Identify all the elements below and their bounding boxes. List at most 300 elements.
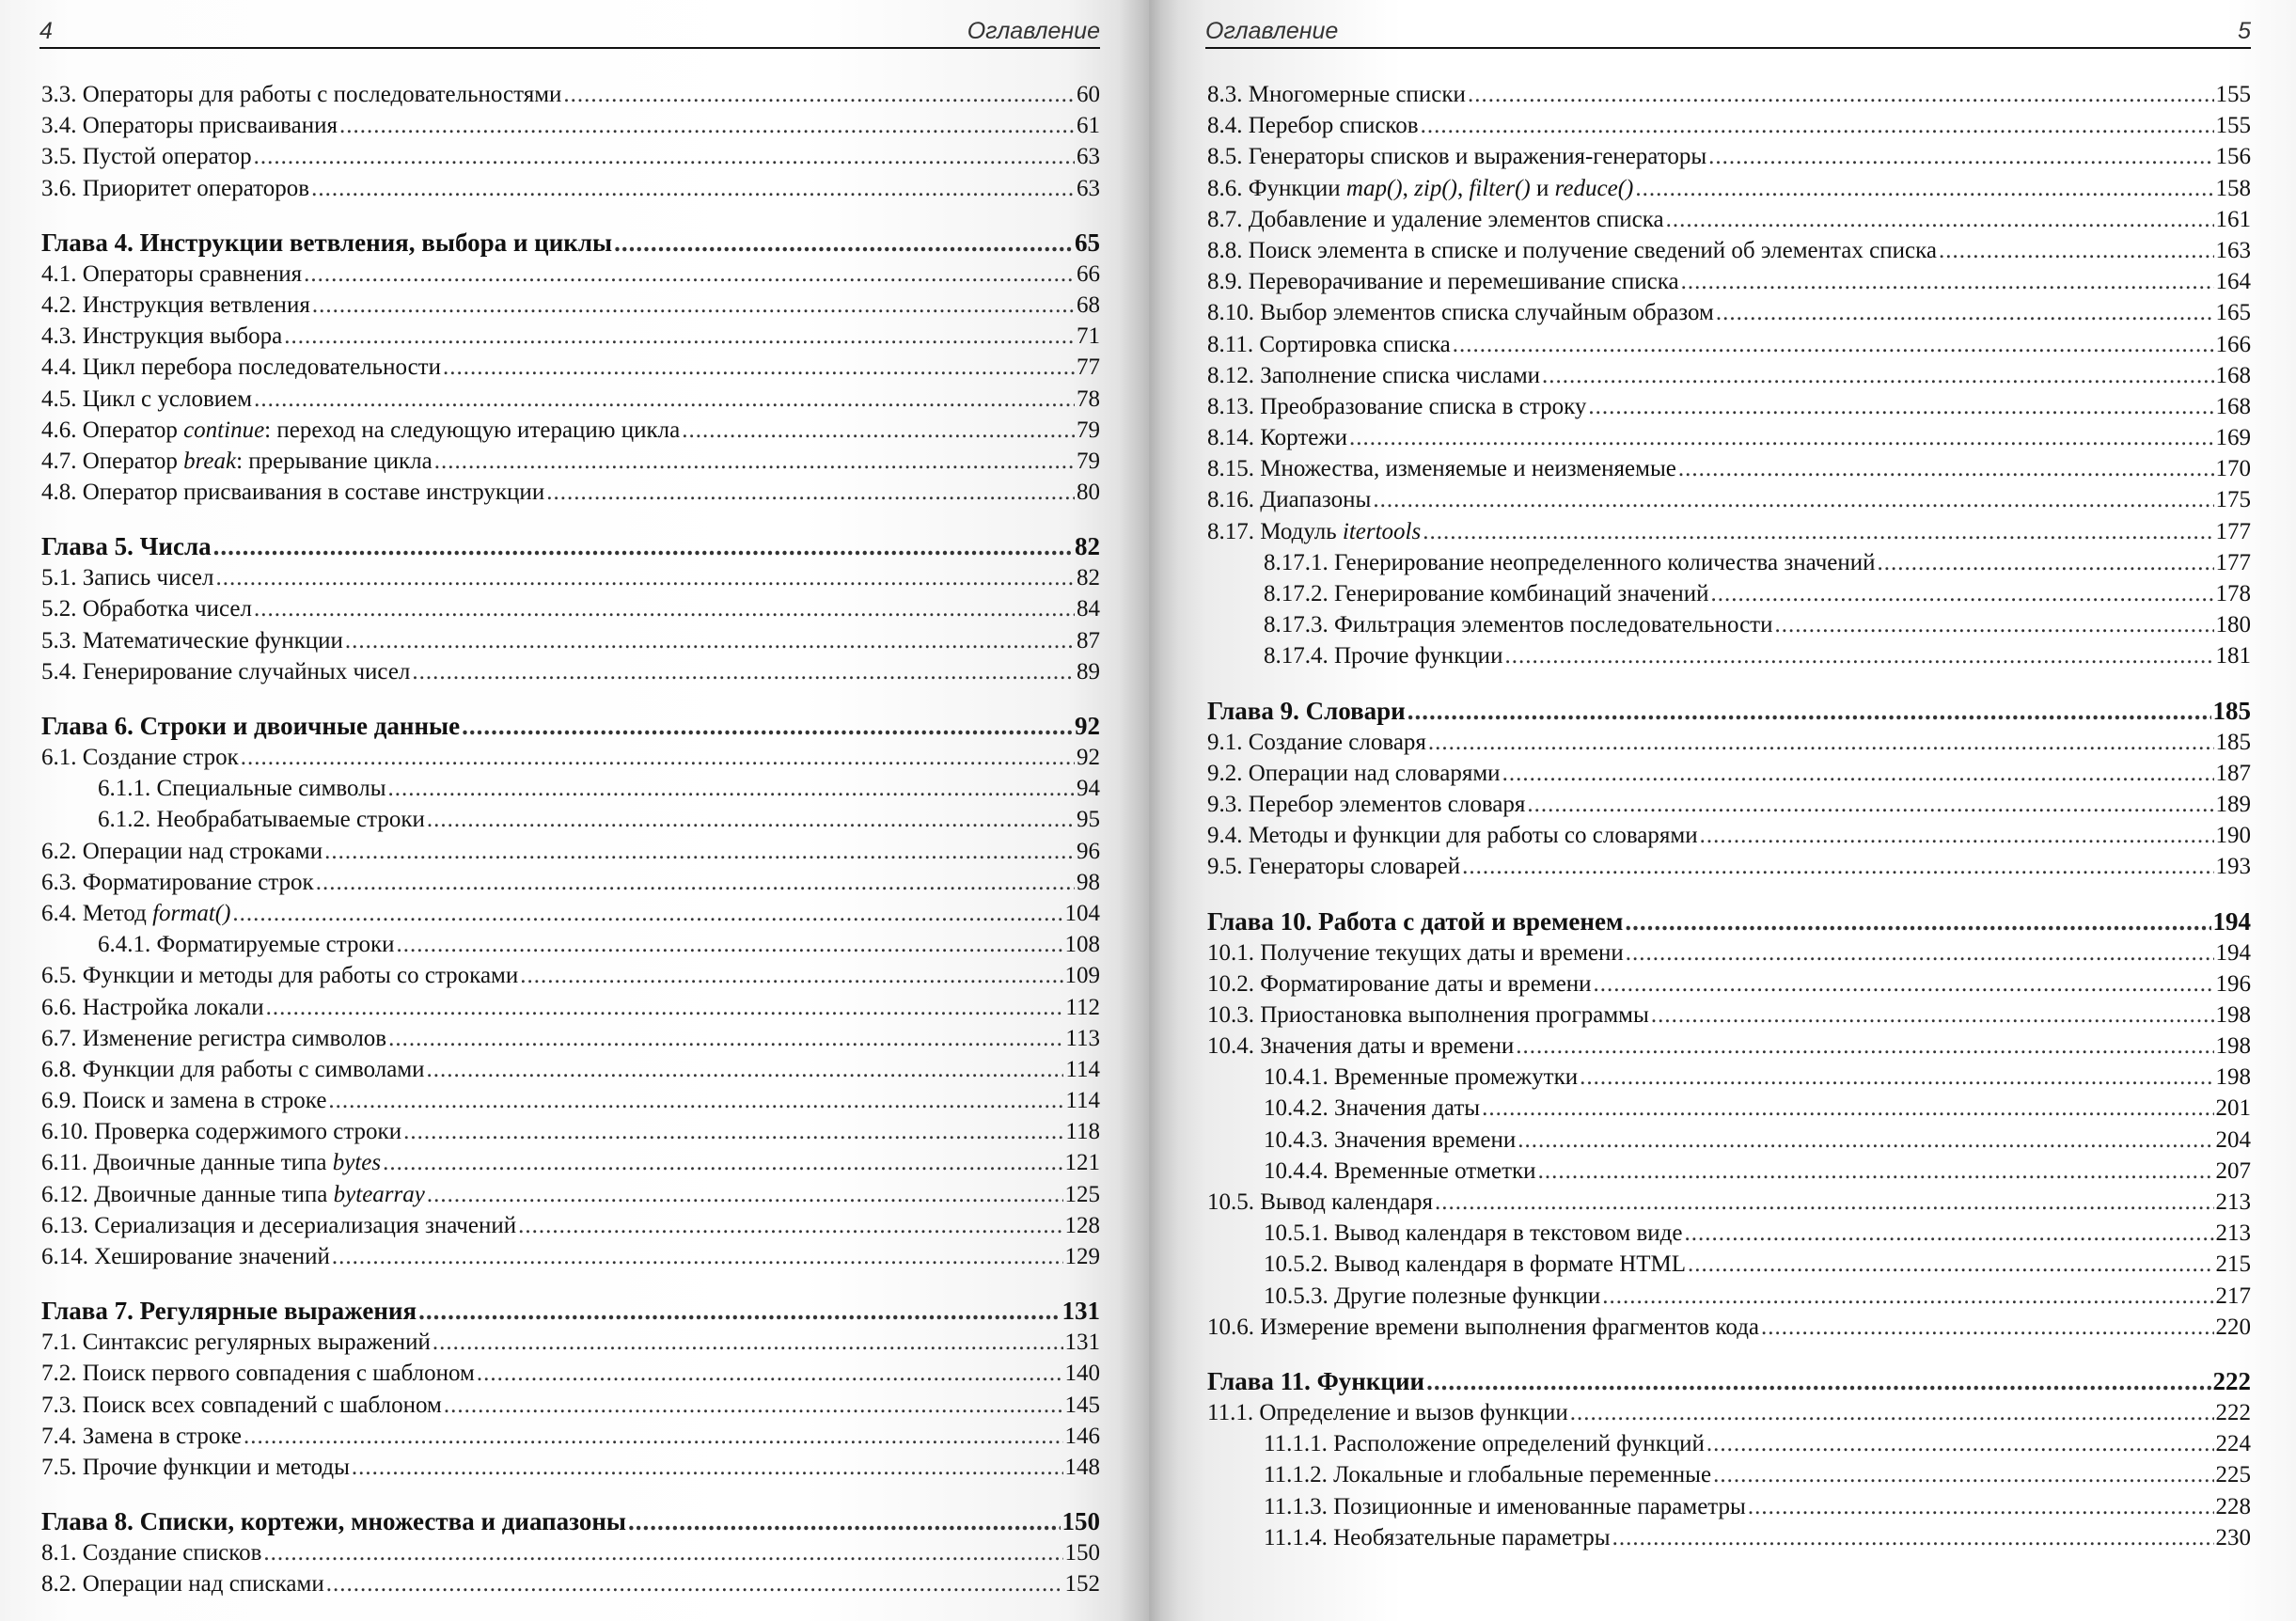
toc-entry-title: 8.5. Генераторы списков и выражения-генераторы [1207,144,1707,170]
toc-entry [1207,266,2251,297]
toc-entry [1207,937,2251,968]
toc-page-number: 185 [2212,696,2251,725]
toc-page-number: 71 [1077,323,1100,350]
toc-entry [41,446,1100,477]
toc-entry [1207,1249,2251,1280]
toc-page-number: 113 [1065,1025,1100,1051]
toc-page-number: 80 [1077,480,1100,506]
toc-entry-title: 4.7. Оператор break: прерывание цикла [41,448,432,474]
toc-entry-title: 6.2. Операции над строками [41,838,323,864]
toc-entry-title: Глава 5. Числа [41,532,212,561]
toc-entry-title: 10.4.3. Значения времени [1264,1126,1517,1153]
toc-chapter-heading [41,1295,1100,1327]
toc-entry [1207,360,2251,391]
toc-dot-leader [1373,484,2213,515]
left-page-number: 4 [39,17,53,44]
toc-page-number: 82 [1077,565,1100,591]
toc-dot-leader [1711,578,2214,609]
toc-page-number: 92 [1075,712,1100,740]
toc-entry [41,625,1100,656]
toc-entry [1207,1062,2251,1093]
toc-entry [41,1147,1100,1178]
toc-dot-leader [1612,1522,2214,1553]
toc-entry-title: 9.5. Генераторы словарей [1207,854,1461,880]
toc-entry-title: 7.2. Поиск первого совпадения с шаблоном [41,1361,475,1387]
toc-page-number: 95 [1077,807,1100,833]
toc-dot-leader [1625,905,2210,937]
toc-page-number: 194 [2215,939,2251,966]
toc-dot-leader [427,1179,1063,1210]
toc-entry [1207,820,2251,851]
toc-page-number: 230 [2215,1524,2251,1550]
toc-dot-leader [388,1023,1063,1054]
toc-dot-leader [1651,999,2214,1031]
toc-dot-leader [1538,1156,2214,1187]
toc-entry [1207,516,2251,547]
toc-page-number: 140 [1064,1361,1100,1387]
toc-dot-leader [316,867,1075,898]
toc-page-number: 181 [2215,643,2251,669]
toc-entry [41,79,1100,110]
toc-page-number: 114 [1065,1056,1100,1082]
toc-entry-title: 10.4.1. Временные промежутки [1264,1064,1579,1091]
toc-page-number: 217 [2215,1283,2251,1309]
toc-page-number: 146 [1064,1423,1100,1449]
toc-entry [1207,235,2251,266]
toc-page-number: 161 [2215,206,2251,232]
toc-entry [1207,453,2251,484]
toc-dot-leader [1518,1125,2213,1156]
toc-entry [41,593,1100,624]
toc-dot-leader [1681,266,2214,297]
toc-entry [41,110,1100,141]
toc-page-number: 225 [2215,1462,2251,1488]
toc-dot-leader [284,321,1075,352]
toc-dot-leader [1349,422,2213,453]
toc-dot-leader [412,656,1075,687]
toc-page-number: 187 [2215,760,2251,786]
toc-entry-title: 8.1. Создание списков [41,1540,262,1566]
toc-entry-title: 6.9. Поиск и замена в строке [41,1088,327,1114]
toc-page-number: 112 [1065,994,1100,1020]
toc-entry-title: 8.7. Добавление и удаление элементов списка [1207,206,1664,232]
toc-dot-leader [1482,1093,2213,1124]
toc-entry-title: 6.1.1. Специальные символы [98,776,386,802]
toc-page-number: 61 [1077,113,1100,139]
toc-entry [41,562,1100,593]
toc-dot-leader [614,227,1073,259]
toc-entry-title: 8.3. Многомерные списки [1207,82,1466,107]
toc-dot-leader [244,1421,1062,1452]
toc-dot-leader [232,898,1062,929]
toc-page-number: 178 [2215,581,2251,606]
toc-entry [1207,1397,2251,1428]
toc-entry [1207,1031,2251,1062]
toc-entry [1207,1428,2251,1459]
toc-page-number: 66 [1077,260,1100,287]
toc-dot-leader [345,625,1075,656]
toc-dot-leader [418,1295,1060,1327]
toc-dot-leader [628,1505,1060,1537]
toc-entry [1207,79,2251,110]
toc-page-number: 168 [2215,393,2251,419]
toc-dot-leader [1626,937,2214,968]
toc-dot-leader [352,1452,1063,1483]
toc-dot-leader [1688,1249,2213,1280]
toc-entry-title: 10.6. Измерение времени выполнения фрагментов кода [1207,1314,1760,1340]
toc-entry-title: 10.4.2. Значения даты [1264,1095,1481,1122]
toc-entry [1207,1459,2251,1490]
toc-dot-leader [332,1241,1063,1272]
toc-entry [1207,1491,2251,1522]
toc-page-number: 201 [2215,1095,2251,1122]
toc-page-number: 145 [1064,1392,1100,1418]
toc-dot-leader [520,960,1062,991]
toc-page-number: 180 [2215,612,2251,638]
toc-entry-title: Глава 7. Регулярные выражения [41,1297,417,1326]
toc-entry-title: 6.12. Двоичные данные типа bytearray [41,1181,425,1207]
toc-page-number: 189 [2215,791,2251,817]
toc-dot-leader [324,836,1075,867]
toc-dot-leader [1588,391,2213,422]
toc-page-number: 121 [1064,1150,1100,1176]
toc-entry-title: 6.7. Изменение регистра символов [41,1025,387,1051]
toc-entry-title: 10.3. Приостановка выполнения программы [1207,1001,1649,1028]
toc-dot-leader [1678,453,2214,484]
toc-chapter-heading [1207,695,2251,727]
toc-dot-leader [432,1327,1063,1358]
toc-dot-leader [1407,695,2211,727]
toc-page-number: 98 [1077,869,1100,895]
toc-entry-title: 11.1.2. Локальные и глобальные переменные [1264,1462,1712,1488]
left-running-head [39,15,1100,49]
toc-dot-leader [1939,235,2214,266]
toc-dot-leader [1635,173,2213,204]
toc-entry [1207,1281,2251,1312]
toc-chapter-heading [41,1505,1100,1537]
toc-entry-title: 9.3. Перебор элементов словаря [1207,791,1526,817]
toc-dot-leader [1453,329,2214,360]
toc-page-number: 114 [1065,1088,1100,1114]
toc-dot-leader [1761,1312,2213,1343]
toc-entry-title: 8.11. Сортировка списка [1207,331,1451,357]
toc-page-number: 131 [1064,1330,1100,1356]
toc-entry [1207,173,2251,204]
toc-entry-title: 4.2. Инструкция ветвления [41,291,310,318]
toc-page-number: 175 [2215,487,2251,513]
toc-entry [41,656,1100,687]
toc-dot-leader [1421,110,2214,141]
toc-entry-title: 4.5. Цикл с условием [41,386,253,412]
toc-entry-title: 10.5. Вывод календаря [1207,1189,1433,1215]
toc-page-number: 170 [2215,456,2251,482]
toc-dot-leader [1423,516,2213,547]
toc-entry [41,836,1100,867]
toc-page-number: 78 [1077,386,1100,412]
toc-page-number: 68 [1077,291,1100,318]
toc-entry [1207,609,2251,640]
toc-entry-title: 9.4. Методы и функции для работы со словарями [1207,823,1698,849]
toc-dot-leader [546,477,1075,508]
toc-entry-title: 10.4.4. Временные отметки [1264,1157,1536,1184]
toc-entry [1207,758,2251,789]
toc-page-number: 92 [1077,745,1100,770]
toc-entry [41,1568,1100,1599]
toc-page-number: 155 [2215,113,2251,139]
toc-entry-title: 6.14. Хеширование значений [41,1244,330,1269]
toc-page-number: 118 [1065,1119,1100,1145]
toc-entry [1207,1187,2251,1218]
toc-entry [41,867,1100,898]
toc-dot-leader [397,929,1063,960]
toc-page-number: 198 [2215,1033,2251,1060]
toc-entry [41,1537,1100,1568]
toc-page-number: 177 [2215,518,2251,544]
toc-dot-leader [1748,1491,2214,1522]
toc-page-number: 213 [2215,1189,2251,1215]
toc-dot-leader [1666,204,2214,235]
toc-entry-title: 7.5. Прочие функции и методы [41,1454,350,1480]
toc-entry [1207,999,2251,1031]
toc-dot-leader [254,384,1075,415]
toc-dot-leader [1468,79,2214,110]
toc-dot-leader [1504,640,2213,671]
toc-page-number: 152 [1064,1571,1100,1597]
toc-entry-title: 5.1. Запись чисел [41,565,214,591]
toc-entry-title: 4.4. Цикл перебора последовательности [41,354,441,381]
toc-page-number: 129 [1064,1244,1100,1269]
toc-entry-title: 8.6. Функции map(), zip(), filter() и reduce() [1207,175,1634,201]
toc-entry-title: 11.1.4. Необязательные параметры [1264,1524,1611,1550]
toc-entry [41,1327,1100,1358]
toc-dot-leader [1594,968,2214,999]
toc-entry-title: 3.4. Операторы присваивания [41,113,338,139]
toc-entry [41,384,1100,415]
toc-entry [41,992,1100,1023]
toc-dot-leader [462,710,1073,742]
toc-page-number: 79 [1077,448,1100,474]
toc-entry-title: 8.17.3. Фильтрация элементов последовательности [1264,612,1773,638]
toc-page-number: 79 [1077,417,1100,443]
toc-dot-leader [427,804,1075,835]
toc-dot-leader [1708,141,2213,172]
toc-dot-leader [241,742,1075,773]
toc-dot-leader [388,773,1076,804]
toc-page-number: 77 [1077,354,1100,381]
toc-page-number: 125 [1064,1181,1100,1207]
toc-page-number: 109 [1064,963,1100,989]
toc-entry-title: 6.10. Проверка содержимого строки [41,1119,402,1145]
toc-entry [41,773,1100,804]
toc-page-number: 150 [1064,1540,1100,1566]
toc-entry-title: 8.10. Выбор элементов списка случайным образом [1207,300,1714,326]
toc-dot-leader [254,141,1075,172]
toc-entry [41,1179,1100,1210]
toc-entry-title: 11.1.3. Позиционные и именованные параметры [1264,1493,1746,1519]
toc-dot-leader [1435,1187,2214,1218]
toc-entry-title: 4.8. Оператор присваивания в составе инструкции [41,480,545,506]
toc-entry-title: 10.5.1. Вывод календаря в текстовом виде [1264,1220,1683,1247]
toc-entry-title: 8.15. Множества, изменяемые и неизменяемые [1207,456,1676,482]
toc-entry [41,290,1100,321]
toc-entry-title: 7.1. Синтаксис регулярных выражений [41,1330,431,1356]
toc-entry-title: 10.5.3. Другие полезные функции [1264,1283,1601,1309]
toc-entry-title: 10.1. Получение текущих даты и времени [1207,939,1624,966]
toc-dot-leader [1542,360,2213,391]
toc-entry-title: Глава 10. Работа с датой и временем [1207,906,1624,936]
toc-dot-leader [1878,547,2214,578]
toc-dot-leader [434,446,1075,477]
toc-page-number: 196 [2215,970,2251,997]
toc-dot-leader [312,290,1075,321]
toc-entry [41,804,1100,835]
toc-dot-leader [263,1537,1062,1568]
toc-entry [41,1452,1100,1483]
toc-entry-title: 10.2. Форматирование даты и времени [1207,970,1592,997]
toc-entry [1207,851,2251,882]
toc-entry-title: 7.4. Замена в строке [41,1423,243,1449]
toc-dot-leader [383,1147,1062,1178]
toc-page-number: 220 [2215,1314,2251,1340]
toc-entry [1207,422,2251,453]
toc-page-number: 108 [1064,932,1100,958]
toc-entry-title: 4.3. Инструкция выбора [41,323,283,350]
toc-entry-title: 9.1. Создание словаря [1207,729,1426,755]
toc-page-number: 131 [1062,1297,1100,1326]
toc-entry-title: 11.1.1. Расположение определений функций [1264,1431,1705,1457]
toc-entry-title: 8.17. Модуль itertools [1207,518,1422,544]
toc-entry [41,1054,1100,1085]
toc-entry [1207,968,2251,999]
toc-dot-leader [1713,1459,2213,1490]
toc-page-number: 222 [2215,1399,2251,1425]
toc-page-number: 96 [1077,838,1100,864]
toc-entry [41,1085,1100,1116]
toc-dot-leader [215,562,1075,593]
toc-page-number: 60 [1077,82,1100,107]
toc-page-number: 198 [2215,1064,2251,1091]
toc-dot-leader [563,79,1075,110]
toc-dot-leader [1570,1397,2214,1428]
toc-entry-title: 8.8. Поиск элемента в списке и получение сведений об элементах списка [1207,237,1937,263]
toc-page-number: 185 [2215,729,2251,755]
toc-entry-title: 6.4. Метод format() [41,900,231,926]
toc-entry [41,960,1100,991]
toc-entry [1207,789,2251,820]
toc-page-number: 155 [2215,82,2251,107]
toc-entry-title: 8.2. Операции над списками [41,1571,324,1597]
toc-entry-title: 8.12. Заполнение списка числами [1207,362,1541,388]
toc-page-number: 177 [2215,549,2251,575]
toc-chapter-heading [1207,905,2251,937]
toc-dot-leader [1706,1428,2214,1459]
toc-entry [1207,1125,2251,1156]
toc-dot-leader [266,992,1064,1023]
toc-chapter-heading [41,227,1100,259]
toc-dot-leader [1502,758,2214,789]
toc-entry-title: 8.17.1. Генерирование неопределенного количества значений [1264,549,1876,575]
toc-entry-title: 6.1. Создание строк [41,745,239,770]
toc-dot-leader [427,1054,1064,1085]
toc-dot-leader [1716,297,2214,328]
toc-entry [41,1390,1100,1421]
toc-dot-leader [477,1358,1063,1389]
toc-entry-title: 5.3. Математические функции [41,627,343,653]
toc-entry-title: 8.4. Перебор списков [1207,113,1419,139]
toc-entry [1207,1522,2251,1553]
toc-entry [1207,1218,2251,1249]
toc-entry-title: 6.11. Двоичные данные типа bytes [41,1150,382,1176]
toc-dot-leader [682,415,1075,446]
toc-dot-leader [311,173,1075,204]
toc-entry [41,141,1100,172]
toc-entry-title: Глава 4. Инструкции ветвления, выбора и циклы [41,228,613,257]
toc-entry-title: 6.6. Настройка локали [41,994,264,1020]
toc-entry [41,259,1100,290]
toc-dot-leader [1428,727,2214,758]
right-running-title: Оглавление [1205,17,1339,44]
toc-page-number: 164 [2215,269,2251,295]
toc-page-number: 165 [2215,300,2251,326]
toc-dot-leader [1774,609,2213,640]
toc-page-number: 158 [2215,175,2251,201]
toc-dot-leader [443,352,1075,383]
toc-entry-title: 8.13. Преобразование списка в строку [1207,393,1587,419]
toc-entry-title: 5.2. Обработка чисел [41,596,252,622]
toc-page-number: 213 [2215,1220,2251,1247]
toc-dot-leader [326,1568,1063,1599]
toc-page-number: 194 [2212,906,2251,936]
toc-entry [41,321,1100,352]
toc-entry [41,352,1100,383]
right-page-number: 5 [2238,17,2251,44]
toc-entry [41,1358,1100,1389]
toc-chapter-heading [1207,1365,2251,1397]
toc-entry [41,477,1100,508]
toc-dot-leader [1527,789,2213,820]
toc-page-number: 63 [1077,144,1100,170]
toc-entry [41,1210,1100,1241]
toc-page-number: 207 [2215,1157,2251,1184]
toc-entry-title: 10.4. Значения даты и времени [1207,1033,1515,1060]
toc-entry-title: Глава 9. Словари [1207,696,1406,725]
toc-entry [1207,1156,2251,1187]
toc-entry [1207,547,2251,578]
toc-entry-title: Глава 6. Строки и двоичные данные [41,712,461,740]
toc-entry-title: 8.17.2. Генерирование комбинаций значений [1264,581,1709,606]
toc-entry [1207,1093,2251,1124]
toc-entry [1207,141,2251,172]
toc-page-number: 82 [1075,532,1100,561]
toc-entry [41,415,1100,446]
toc-entry [41,173,1100,204]
toc-entry [41,898,1100,929]
toc-page-number: 198 [2215,1001,2251,1028]
toc-entry-title: 3.5. Пустой оператор [41,144,252,170]
toc-entry-title: 9.2. Операции над словарями [1207,760,1501,786]
toc-entry [1207,204,2251,235]
toc-page-number: 150 [1062,1507,1100,1536]
toc-entry [1207,578,2251,609]
toc-entry-title: 4.6. Оператор continue: переход на следующую итерацию цикла [41,417,681,443]
toc-entry-title: 8.14. Кортежи [1207,425,1348,451]
toc-page-number: 104 [1064,900,1100,926]
toc-entry-title: Глава 11. Функции [1207,1366,1425,1395]
toc-dot-leader [213,530,1073,562]
toc-page-number: 63 [1077,175,1100,201]
toc-page-number: 89 [1077,658,1100,685]
toc-entry [1207,727,2251,758]
